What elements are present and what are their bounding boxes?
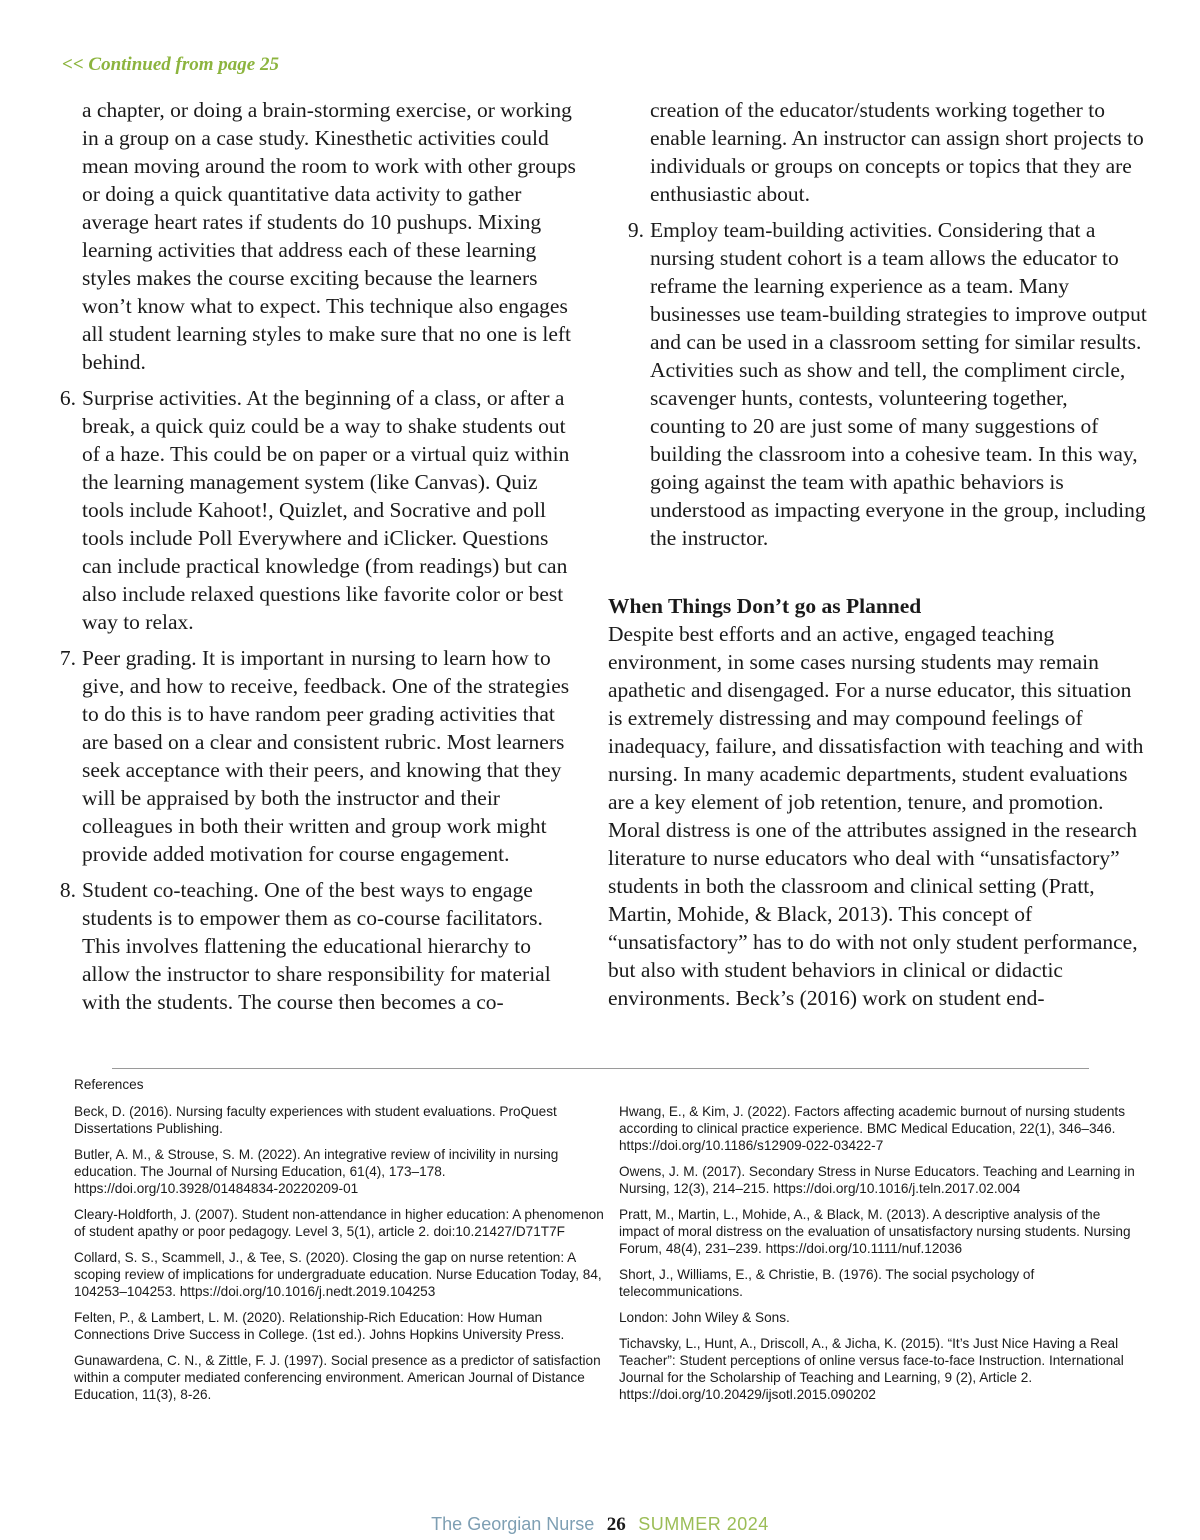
list-item-number: 9. bbox=[627, 218, 644, 242]
references-left-column bbox=[74, 1103, 604, 1412]
list-item bbox=[40, 384, 580, 636]
list-item bbox=[40, 644, 580, 868]
reference-item: Tichavsky, L., Hunt, A., Driscoll, A., & Jicha, K. (2015). “It’s Just Nice Having a Real Teacher”: Student perceptions of online versus face-to-face Instruction. International Journal for the Scholarship of Teaching and Learning, 9 (2), Article 2. https://doi.org/10.20429/ijsotl.2015.090202 bbox=[619, 1336, 1124, 1402]
page-number: 26 bbox=[606, 1514, 626, 1535]
reference-item: Collard, S. S., Scammell, J., & Tee, S. (2020). Closing the gap on nurse retention: A scoping review of implications for undergraduate education. Nurse Education Today, 84, 104253–104253. https://doi.org/10.1016/j.nedt.2019.104253 bbox=[74, 1250, 602, 1299]
list-item-number: 8. bbox=[59, 878, 76, 902]
right-numbered-list bbox=[608, 216, 1148, 552]
list-item-text: Employ team-building activities. Considering that a nursing student cohort is a team allows the educator to reframe the learning experience as a team. Many businesses use team-building strategies to improve output and can be used in a classroom setting for similar results. Activities such as show and tell, the compliment circle, scavenger hunts, contests, volunteering together, counting to 20 are just some of many suggestions of building the classroom into a cohesive team. In this way, going against the team with apathic behaviors is understood as impacting everyone in the group, including the instructor. bbox=[650, 218, 1147, 550]
continued-from-label[interactable]: << Continued from page 25 bbox=[62, 54, 279, 75]
section-heading: When Things Don’t go as Planned bbox=[608, 594, 922, 618]
list-item-text: Student co-teaching. One of the best ways to engage students is to empower them as co-course facilitators. This involves flattening the educational hierarchy to allow the instructor to share responsibility for material with the students. The course then becomes a co- bbox=[82, 878, 551, 1014]
reference-item: Gunawardena, C. N., & Zittle, F. J. (1997). Social presence as a predictor of satisfaction within a computer mediated conferencing environment. American Journal of Distance Education, 11(3), 8-26. bbox=[74, 1353, 601, 1402]
issue-season: SUMMER 2024 bbox=[638, 1514, 769, 1534]
left-continued-paragraph: a chapter, or doing a brain-storming exercise, or working in a group on a case study. Kinesthetic activities could mean moving around the room to work with other groups or doing a quick quantitative data activity to gather average heart rates if students do 10 pushups. Mixing learning activities that address each of these learning styles makes the course exciting because the learners won’t know what to expect. This technique also engages all student learning styles to make sure that no one is left behind. bbox=[82, 98, 576, 374]
page-footer bbox=[0, 1514, 1200, 1536]
section-body: Despite best efforts and an active, engaged teaching environment, in some cases nursing students may remain apathetic and disengaged. For a nurse educator, this situation is extremely distressing and may compound feelings of inadequacy, failure, and dissatisfaction with teaching and with nursing. In many academic departments, student evaluations are a key element of job retention, tenure, and promotion. Moral distress is one of the attributes assigned in the research literature to nurse educators who deal with “unsatisfactory” students in both the classroom and clinical setting (Pratt, Martin, Mohide, & Black, 2013). This concept of “unsatisfactory” has to do with not only student performance, but also with student behaviors in clinical or didactic environments. Beck’s (2016) work on student end- bbox=[608, 622, 1144, 1010]
reference-item: Pratt, M., Martin, L., Mohide, A., & Black, M. (2013). A descriptive analysis of the impact of moral distress on the evaluation of unsatisfactory nursing students. Nursing Forum, 48(4), 231–239. https://doi.org/10.1111/nuf.12036 bbox=[619, 1207, 1131, 1256]
list-item-number: 7. bbox=[59, 646, 76, 670]
left-numbered-list bbox=[40, 384, 580, 1016]
reference-item: Hwang, E., & Kim, J. (2022). Factors affecting academic burnout of nursing students according to clinical practice experience. BMC Medical Education, 22(1), 346–346. https://doi.org/10.1186/s12909-022-03422-7 bbox=[619, 1104, 1125, 1153]
list-item-number: 6. bbox=[59, 386, 76, 410]
reference-item: Felten, P., & Lambert, L. M. (2020). Relationship-Rich Education: How Human Connections Drive Success in College. (1st ed.). Johns Hopkins University Press. bbox=[74, 1310, 565, 1342]
reference-item: Short, J., Williams, E., & Christie, B. (1976). The social psychology of telecommunications. bbox=[619, 1267, 1035, 1299]
reference-item: Owens, J. M. (2017). Secondary Stress in Nurse Educators. Teaching and Learning in Nursing, 12(3), 214–215. https://doi.org/10.1016/j.teln.2017.02.004 bbox=[619, 1164, 1135, 1196]
right-continued-paragraph: creation of the educator/students working together to enable learning. An instructor can assign short projects to individuals or groups on concepts or topics that they are enthusiastic about. bbox=[650, 98, 1144, 206]
references-heading: References bbox=[74, 1077, 144, 1092]
list-item-text: Surprise activities. At the beginning of a class, or after a break, a quick quiz could be a way to shake students out of a haze. This could be on paper or a virtual quiz within the learning management system (like Canvas). Quiz tools include Kahoot!, Quizlet, and Socrative and poll tools include Poll Everywhere and iClicker. Questions can include practical knowledge (from readings) but can also include relaxed questions like favorite color or best way to relax. bbox=[82, 386, 570, 634]
publication-name: The Georgian Nurse bbox=[431, 1514, 595, 1534]
left-column bbox=[40, 96, 580, 1016]
reference-item: Cleary-Holdforth, J. (2007). Student non-attendance in higher education: A phenomenon of student apathy or poor pedagogy. Level 3, 5(1), article 2. doi:10.21427/D71T7F bbox=[74, 1207, 604, 1239]
right-column bbox=[608, 96, 1148, 1012]
list-item-text: Peer grading. It is important in nursing to learn how to give, and how to receive, feedback. One of the strategies to do this is to have random peer grading activities that are based on a clear and consistent rubric. Most learners seek acceptance with their peers, and knowing that they will be appraised by both the instructor and their colleagues in both their written and group work might provide added motivation for course engagement. bbox=[82, 646, 570, 866]
reference-item: Beck, D. (2016). Nursing faculty experiences with student evaluations. ProQuest Dissertations Publishing. bbox=[74, 1104, 557, 1136]
list-item bbox=[608, 216, 1148, 552]
list-item bbox=[40, 876, 580, 1016]
references-divider bbox=[112, 1068, 1089, 1069]
reference-item: London: John Wiley & Sons. bbox=[619, 1310, 790, 1325]
reference-item: Butler, A. M., & Strouse, S. M. (2022). An integrative review of incivility in nursing education. The Journal of Nursing Education, 61(4), 173–178. https://doi.org/10.3928/01484834-20220209-01 bbox=[74, 1147, 559, 1196]
references-right-column bbox=[619, 1103, 1139, 1412]
